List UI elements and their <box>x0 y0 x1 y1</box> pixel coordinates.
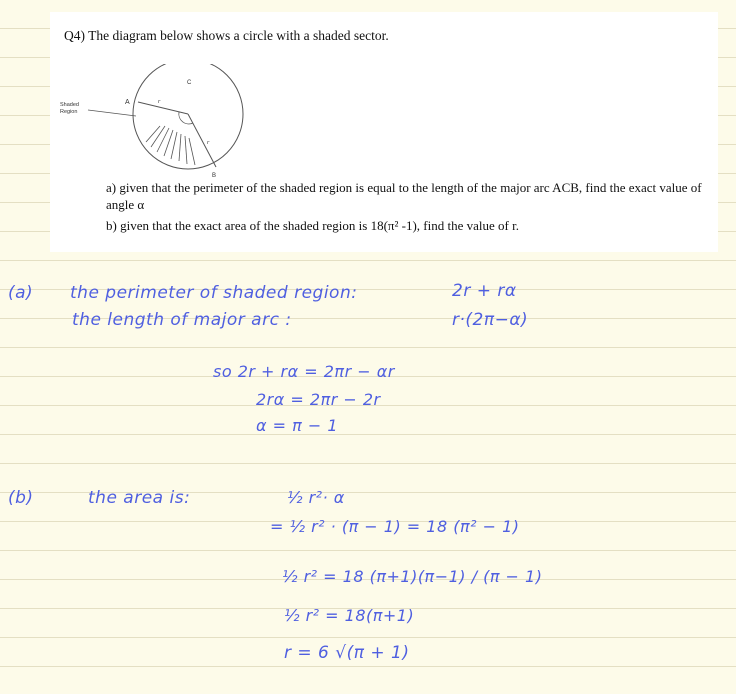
point-a-label: A <box>125 99 130 106</box>
solution-b-step4: r = 6 √(π + 1) <box>284 643 410 663</box>
solution-a-step3: α = π − 1 <box>256 416 339 435</box>
radius-ob <box>188 114 216 167</box>
solution-b-step1: = ½ r² · (π − 1) = 18 (π² − 1) <box>270 517 520 536</box>
radius-label-2: r <box>207 140 210 146</box>
question-part-a: a) given that the perimeter of the shaded region is equal to the length of the major arc ACB, find the exact value of angle α <box>106 180 702 212</box>
solution-a-step2: 2rα = 2πr − 2r <box>256 390 381 409</box>
circle-sector-diagram <box>58 64 308 179</box>
question-card <box>50 12 718 252</box>
point-b-label: B <box>212 173 217 179</box>
point-c-label: C <box>187 80 192 86</box>
solution-a-label: (a) <box>8 283 34 303</box>
solution-b-line1: the area is: <box>88 488 191 508</box>
question-title: Q4) The diagram below shows a circle with a shaded sector. <box>64 28 389 43</box>
solution-b-line1-expr: ½ r²· α <box>287 488 345 507</box>
solution-a-line1-left: the perimeter of shaded region: <box>70 283 358 303</box>
radius-label-1: r <box>158 99 161 105</box>
question-part-b: b) given that the exact area of the shaded region is 18(π² -1), find the value of r. <box>106 218 519 233</box>
solution-a-line1-right: 2r + rα <box>452 281 517 301</box>
shaded-label-line2: Region <box>60 109 78 115</box>
shaded-label-line1: Shaded <box>60 102 79 108</box>
solution-b-label: (b) <box>8 488 34 508</box>
solution-a-line2-left: the length of major arc : <box>72 310 292 330</box>
solution-a-line2-right: r·(2π−α) <box>452 310 529 330</box>
solution-a-step1: so 2r + rα = 2πr − αr <box>213 362 395 381</box>
radius-oa <box>138 102 188 114</box>
solution-b-step3: ½ r² = 18(π+1) <box>284 606 415 625</box>
shaded-sector-hatching <box>146 126 195 165</box>
shaded-pointer-line <box>88 110 136 116</box>
solution-b-step2: ½ r² = 18 (π+1)(π−1) / (π − 1) <box>282 567 543 586</box>
